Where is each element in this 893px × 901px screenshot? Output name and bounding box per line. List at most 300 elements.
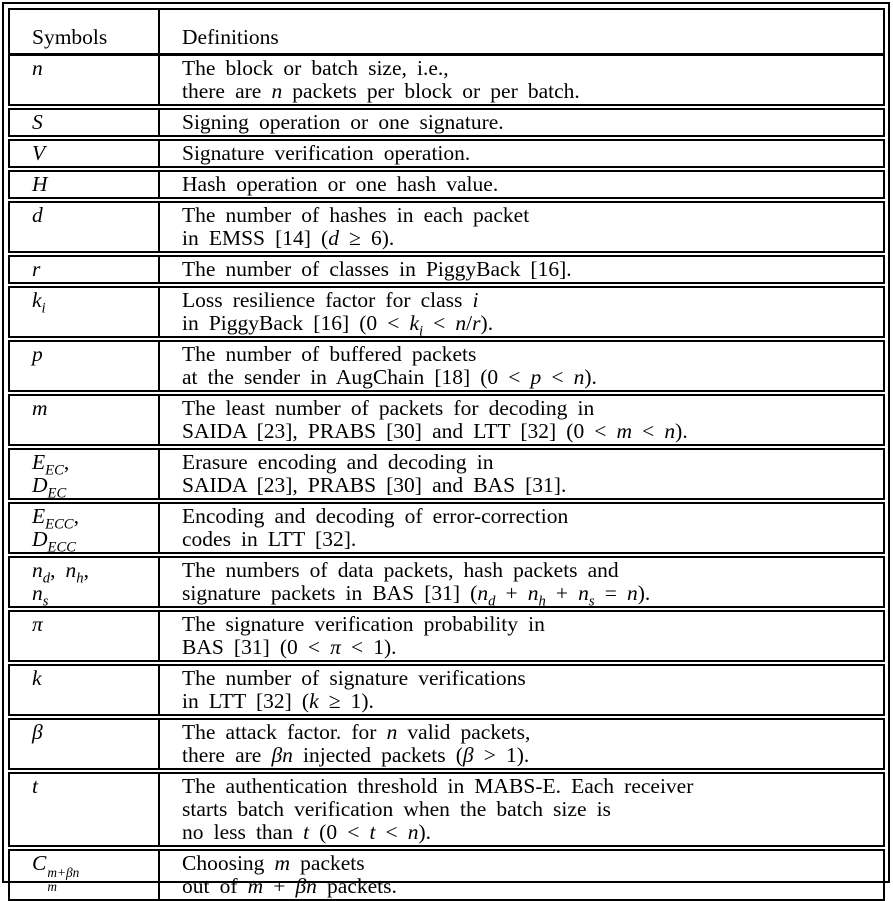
math-segment [574,365,585,389]
text-segment [541,365,573,389]
math-segment [473,288,479,312]
text-line [182,204,877,227]
text-line [182,57,877,80]
math-segment [32,342,43,366]
math-segment [32,473,67,502]
segment-base: < [632,419,665,443]
text-segment [182,450,493,474]
text-segment [282,79,580,103]
definition-cell [159,339,884,393]
segment-base: n [407,820,419,844]
text-line [32,142,152,165]
segment-base: β [462,743,474,767]
text-line [182,528,877,551]
segment-base: d [328,226,339,250]
segment-base: m [247,874,264,898]
segment-base: packets [290,851,365,875]
text-line [32,613,152,636]
symbol-cell [9,393,159,447]
segment-base: S [32,110,43,134]
text-segment [182,79,271,103]
definition-cell [159,501,884,555]
definition-cell [159,717,884,771]
subscript: m [47,878,57,894]
text-line [32,527,152,556]
segment-base: n [455,311,467,335]
symbol-cell [9,339,159,393]
text-line [182,690,877,713]
subscript: h [538,593,546,610]
math-segment [32,851,80,894]
segment-base: n [527,581,539,605]
text-segment [182,581,477,605]
text-segment [339,226,394,250]
text-segment [182,720,387,744]
text-segment [182,851,275,875]
subscript: s [42,593,49,610]
segment-base: + [545,581,579,605]
subscript: ECC [45,516,74,533]
text-segment [64,450,69,474]
segment-base: in LTT [32] ( [182,689,310,713]
segment-base: ). [584,365,597,389]
text-segment [182,396,594,420]
definition-cell [159,663,884,717]
segment-base: / [466,311,473,335]
definition-cell [159,609,884,663]
subscript: d [488,593,496,610]
text-segment [182,558,619,582]
math-segment [32,110,43,134]
definition-cell [159,55,884,108]
definition-cell [159,771,884,848]
math-segment [32,504,74,533]
text-segment [481,311,494,335]
symbol-table [8,8,885,901]
segment-base: , [50,558,66,582]
header-row [9,9,884,55]
symbol-cell [9,169,159,200]
segment-base: SAIDA [23], PRABS [30] and LTT [32] (0 < [182,419,617,443]
text-line [182,366,877,389]
math-segment [409,311,424,340]
math-segment [295,874,316,898]
segment-base: r [32,257,41,281]
segment-base: Choosing [182,851,275,875]
math-segment [328,226,339,250]
segment-base: Encoding and decoding of error-correction [182,504,569,528]
segment-base: m [274,851,291,875]
text-line [182,142,877,165]
subscript: EC [45,462,64,479]
math-segment [248,874,264,898]
text-segment [309,820,369,844]
segment-base: D [32,473,48,497]
text-segment [50,558,65,582]
symbol-cell [9,663,159,717]
text-segment [182,635,330,659]
math-segment [472,311,480,335]
segment-base: The number of classes in PiggyBack [16]. [182,257,572,281]
symbol-table-body [9,55,884,901]
segment-base: n [664,419,676,443]
segment-base: , [73,504,79,528]
segment-base: Signature verification operation. [182,141,471,165]
text-line [32,775,152,798]
table-row [9,55,884,108]
segment-base: m [32,396,48,420]
segment-base: E [32,450,46,474]
table-row [9,609,884,663]
math-segment [455,311,466,335]
math-segment [65,558,84,587]
text-line [182,474,877,497]
table-row [9,447,884,501]
segment-base: < [423,311,456,335]
segment-base: The authentication threshold in MABS-E. Each receiver [182,774,694,798]
symbol-cell [9,138,159,169]
text-segment [182,141,470,165]
text-segment [423,311,455,335]
text-line [182,821,877,844]
segment-base: k [32,666,42,690]
segment-base: t [32,774,38,798]
text-segment [84,558,89,582]
subscript: ECC [47,539,76,556]
definition-cell [159,285,884,339]
math-segment [330,635,341,659]
math-segment [463,743,474,767]
text-segment [182,365,531,389]
definition-cell [159,393,884,447]
table-row [9,339,884,393]
math-segment [32,257,40,281]
symbol-cell [9,771,159,848]
segment-base: p [32,342,43,366]
text-line [182,613,877,636]
text-segment [546,581,578,605]
subscript: d [42,570,51,587]
segment-base: < [375,820,408,844]
table-row [9,200,884,254]
segment-base: < [541,365,574,389]
text-segment [263,874,295,898]
math-segment [32,612,43,636]
symbol-cell [9,501,159,555]
segment-base: codes in LTT [32]. [182,527,357,551]
text-line [32,111,152,134]
segment-base: n [578,581,589,605]
math-segment [275,851,291,875]
math-segment [32,141,45,165]
symbol-cell [9,609,159,663]
segment-base: βn [271,743,293,767]
symbol-cell [9,254,159,285]
text-segment [182,110,504,134]
text-line [32,721,152,744]
segment-base: k [409,311,420,335]
text-segment [182,504,568,528]
table-row [9,138,884,169]
segment-base: k [309,689,319,713]
subscript: s [588,593,595,610]
math-segment [477,581,496,610]
segment-base: D [32,527,48,551]
math-segment [32,56,43,80]
text-line [182,798,877,821]
math-segment [408,820,419,844]
segment-base: The least number of packets for decoding in [182,396,595,420]
text-segment [182,774,693,798]
segment-base: The number of hashes in each packet [182,203,530,227]
text-segment [419,820,432,844]
segment-base: ). [418,820,432,844]
definition-cell [159,848,884,900]
segment-base: at the sender in AugChain [18] (0 < [182,365,531,389]
segment-base: n [477,581,489,605]
text-segment [182,743,271,767]
segment-base: t [369,820,376,844]
symbol-cell [9,555,159,609]
text-segment [182,473,566,497]
text-segment [182,172,498,196]
text-line [182,744,877,767]
math-segment [531,365,542,389]
segment-base: ). [480,311,494,335]
text-line [32,397,152,420]
segment-base: (0 < [309,820,370,844]
segment-base: ). [675,419,688,443]
text-segment [495,581,527,605]
text-segment [341,635,397,659]
segment-base: n [626,581,638,605]
math-segment [664,419,675,443]
math-segment [627,581,638,605]
segment-base: + [495,581,528,605]
definitions-column-header: Definitions [159,9,884,55]
segment-base: E [32,504,46,528]
segment-base: The attack factor. for [182,720,387,744]
definition-cell [159,447,884,501]
text-line [182,420,877,443]
text-segment [182,612,545,636]
text-line [182,311,877,340]
text-segment [182,797,611,821]
segment-base: injected packets ( [292,743,463,767]
segment-base: The signature verification probability in [182,612,545,636]
subscript: i [41,300,46,317]
table-row [9,254,884,285]
text-segment [638,581,651,605]
text-line [182,451,877,474]
segment-base: n [386,720,398,744]
text-segment [397,720,530,744]
symbol-cell [9,107,159,138]
table-row [9,717,884,771]
text-line [182,559,877,582]
symbol-cell [9,848,159,900]
segment-base: n [32,558,43,582]
table-row [9,107,884,138]
text-line [182,505,877,528]
text-line [182,875,877,898]
segment-base: valid packets, [397,720,531,744]
segment-base: Erasure encoding and decoding in [182,450,494,474]
definition-cell [159,107,884,138]
symbol-cell [9,447,159,501]
symbol-cell [9,717,159,771]
subscript: EC [47,485,67,502]
table-row [9,663,884,717]
text-line [182,289,877,312]
segment-base: t [303,820,310,844]
math-segment [617,419,633,443]
segment-base: Signing operation or one signature. [182,110,504,134]
segment-base: n [32,581,43,605]
text-segment [182,56,449,80]
text-segment [182,226,328,250]
text-line [32,667,152,690]
segment-base: = [594,581,627,605]
segment-base: there are [182,79,272,103]
symbols-column-header: Symbols [9,9,159,55]
segment-base: SAIDA [23], PRABS [30] and BAS [31]. [182,473,567,497]
definition-cell [159,200,884,254]
segment-base: < 1). [340,635,397,659]
math-segment [271,79,282,103]
text-segment [182,666,526,690]
text-line [182,397,877,420]
segment-base: The number of buffered packets [182,342,477,366]
segment-base: d [32,203,43,227]
text-segment [182,419,617,443]
table-row [9,393,884,447]
symbol-cell [9,200,159,254]
definition-cell [159,555,884,609]
segment-base: The number of signature verifications [182,666,526,690]
text-line [32,558,152,587]
math-segment [387,720,398,744]
subscript: h [76,570,84,587]
text-segment [293,743,463,767]
text-line [32,852,152,894]
text-line [182,80,877,103]
segment-base: + [263,874,296,898]
segment-base: n [573,365,585,389]
text-line [32,343,152,366]
text-segment [182,311,409,335]
math-segment [578,581,595,610]
superscript: m+βn [47,864,80,880]
segment-base: in PiggyBack [16] (0 < [182,311,410,335]
segment-base: p [530,365,542,389]
segment-base: ). [637,581,651,605]
segment-base: out of [182,874,248,898]
math-segment [32,581,49,610]
math-segment [32,396,48,420]
segment-base: , [83,558,89,582]
text-segment [595,581,627,605]
table-row [9,169,884,200]
segment-base: signature packets in BAS [31] ( [182,581,478,605]
definition-cell [159,138,884,169]
table-row [9,771,884,848]
segment-base: > 1). [473,743,530,767]
text-line [182,581,877,610]
segment-base: Hash operation or one hash value. [182,172,499,196]
table-row [9,848,884,900]
text-segment [584,365,597,389]
text-segment [675,419,688,443]
text-segment [290,851,365,875]
segment-base: β [32,720,43,744]
segment-base: n [65,558,77,582]
text-line [32,504,152,533]
math-segment [32,527,76,556]
segment-base: no less than [182,820,304,844]
math-segment [32,288,46,317]
segment-base: i [472,288,479,312]
text-line [32,473,152,502]
segment-base: n [32,56,43,80]
text-segment [74,504,79,528]
text-segment [182,203,529,227]
segment-base: C [32,851,47,875]
segment-base: V [32,141,46,165]
table-row [9,555,884,609]
text-segment [375,820,407,844]
text-line [182,636,877,659]
segment-base: BAS [31] (0 < [182,635,331,659]
math-segment [309,689,319,713]
segment-base: packets. [316,874,397,898]
segment-base: starts batch verification when the batch size is [182,797,611,821]
segment-base: in EMSS [14] ( [182,226,329,250]
text-segment [319,689,374,713]
segment-base: The block or batch size, i.e., [182,56,449,80]
text-line [182,775,877,798]
text-line [32,288,152,317]
segment-base: , [63,450,70,474]
symbol-cell [9,55,159,108]
text-segment [182,874,248,898]
segment-base: k [32,288,42,312]
text-line [182,227,877,250]
math-segment [32,203,43,227]
supsub-stack [47,866,79,894]
text-segment [182,689,309,713]
segment-base: H [32,172,48,196]
segment-base: βn [295,874,317,898]
math-segment [271,743,292,767]
text-line [182,721,877,744]
symbol-cell [9,285,159,339]
text-line [182,111,877,134]
segment-base: The numbers of data packets, hash packets and [182,558,619,582]
text-segment [182,820,303,844]
segment-base: packets per block or per batch. [282,79,580,103]
segment-base: π [330,635,341,659]
text-line [32,450,152,479]
segment-base: ≥ 1). [318,689,374,713]
text-line [182,343,877,366]
math-segment [32,172,48,196]
text-line [182,173,877,196]
text-line [182,258,877,281]
text-segment [474,743,530,767]
text-line [32,258,152,281]
text-segment [182,527,356,551]
